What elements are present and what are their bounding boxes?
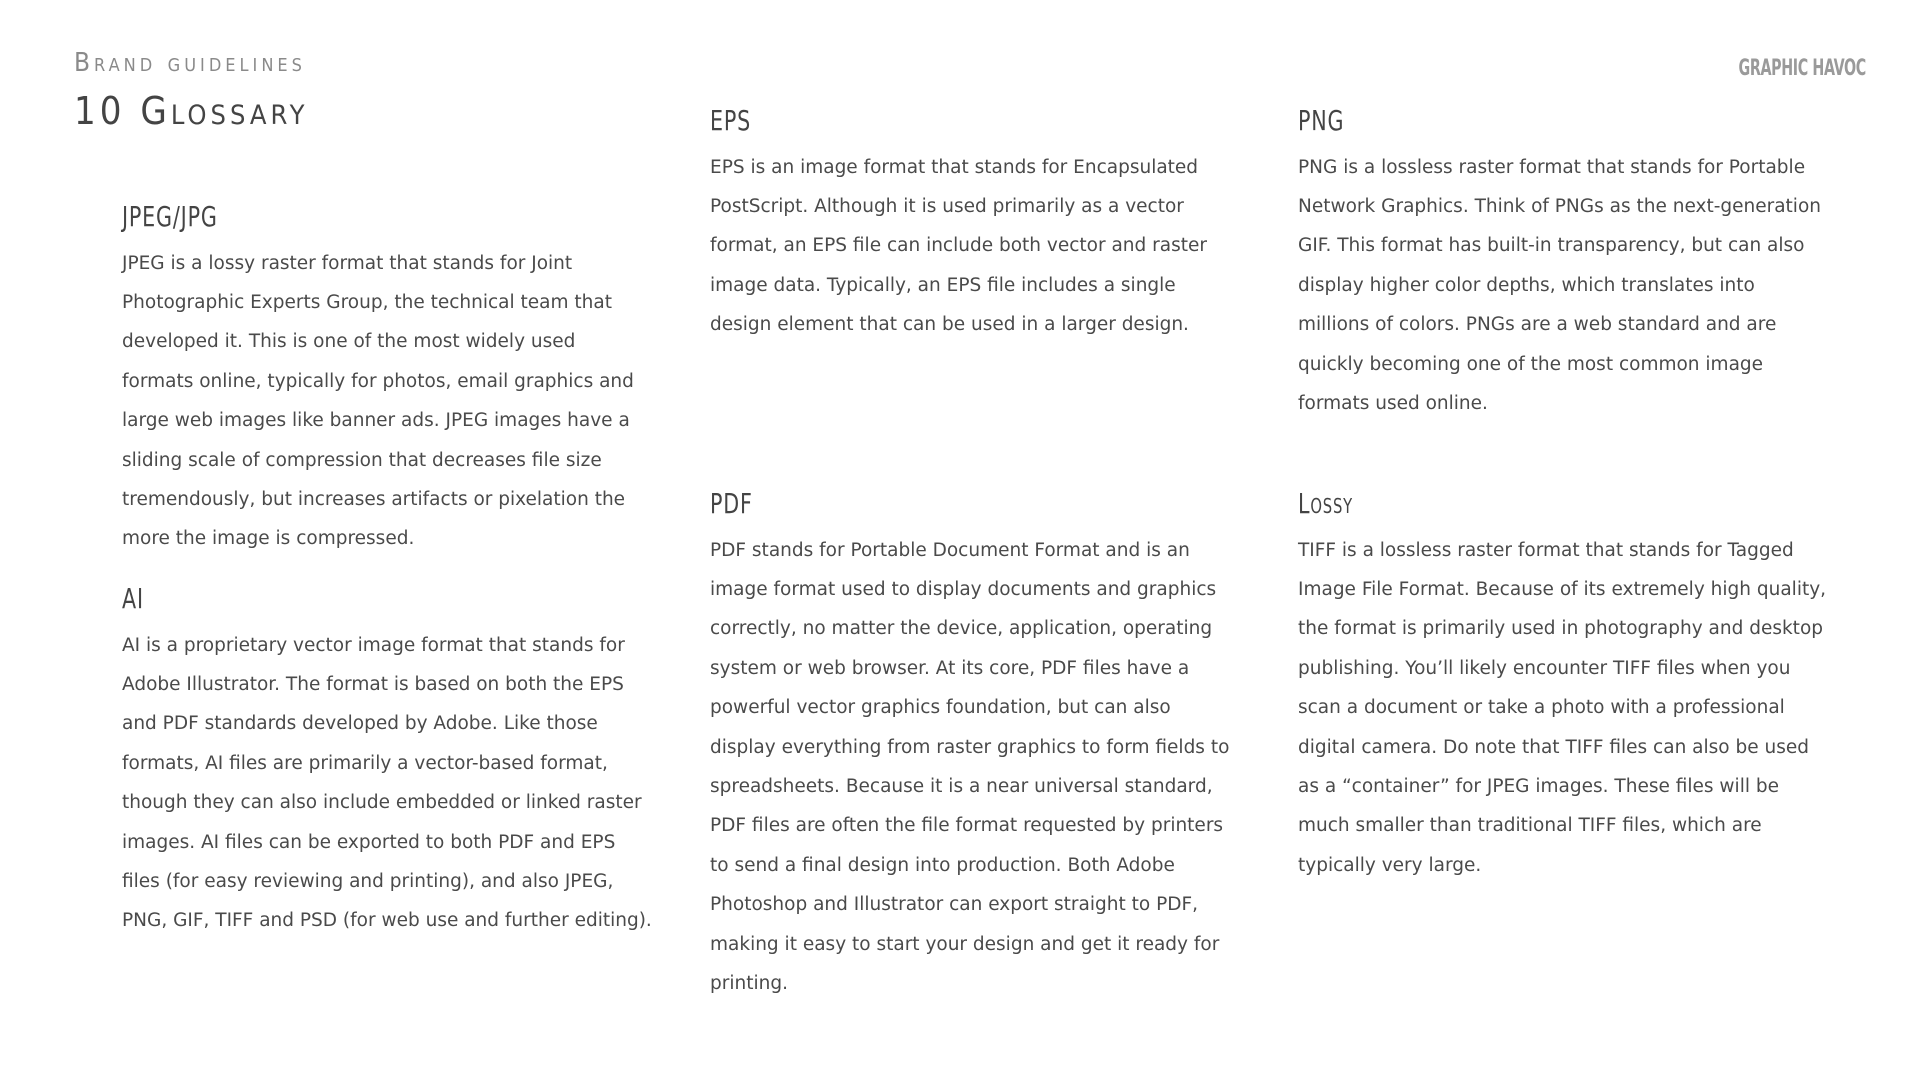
- brand-logo: GRAPHIC HAVOC: [1738, 56, 1866, 81]
- entry-body: TIFF is a lossless raster format that stands for Tagged Image File Format. Because of its extremely high quality, the format is primarily used in photography and desktop publishing. You’ll likely encounter TIFF files when you scan a document or take a photo with a professional digital camera. Do note that TIFF files can also be used as a “container” for JPEG images. These files will be much smaller than traditional TIFF files, which are typically very large.: [1298, 539, 1827, 876]
- glossary-entry-pdf: [710, 487, 1240, 1003]
- entry-title: EPS: [710, 104, 752, 137]
- entry-title: Lossy: [1298, 487, 1353, 520]
- glossary-entry-lossy: [1298, 487, 1828, 885]
- entry-body: EPS is an image format that stands for Encapsulated PostScript. Although it is used primarily as a vector format, an EPS file can include both vector and raster image data. Typically, an EPS file includes a single design element that can be used in a larger design.: [710, 156, 1207, 336]
- glossary-entry-ai: [122, 582, 652, 941]
- section-label: Brand guidelines: [74, 48, 306, 78]
- page-title: 10 Glossary: [74, 89, 309, 133]
- entry-body: PNG is a lossless raster format that stands for Portable Network Graphics. Think of PNGs as the next-generation GIF. This format has built-in transparency, but can also display higher color depths, which translates into millions of colors. PNGs are a web standard and are quickly becoming one of the most common image formats used online.: [1298, 156, 1821, 415]
- entry-body: JPEG is a lossy raster format that stands for Joint Photographic Experts Group, the technical team that developed it. This is one of the most widely used formats online, typically for photos, email graphics and large web images like banner ads. JPEG images have a sliding scale of compression that decreases file size tremendously, but increases artifacts or pixelation the more the image is compressed.: [122, 252, 634, 550]
- entry-body: PDF stands for Portable Document Format and is an image format used to display documents and graphics correctly, no matter the device, application, operating system or web browser. At its core, PDF files have a powerful vector graphics foundation, but can also display everything from raster graphics to form fields to spreadsheets. Because it is a near universal standard, PDF files are often the file format requested by printers to send a final design into production. Both Adobe Photoshop and Illustrator can export straight to PDF, making it easy to start your design and get it ready for printing.: [710, 539, 1230, 995]
- entry-title: PDF: [710, 487, 753, 520]
- entry-body: AI is a proprietary vector image format that stands for Adobe Illustrator. The format is based on both the EPS and PDF standards developed by Adobe. Like those formats, AI files are primarily a vector-based format, though they can also include embedded or linked raster images. AI files can be exported to both PDF and EPS files (for easy reviewing and printing), and also JPEG, PNG, GIF, TIFF and PSD (for web use and further editing).: [122, 634, 652, 932]
- entry-title: AI: [122, 582, 144, 615]
- entry-title: PNG: [1298, 104, 1345, 137]
- glossary-entry-png: [1298, 104, 1828, 423]
- glossary-entry-eps: [710, 104, 1240, 345]
- entry-title: JPEG/JPG: [122, 200, 218, 233]
- glossary-entry-jpeg: [122, 200, 652, 559]
